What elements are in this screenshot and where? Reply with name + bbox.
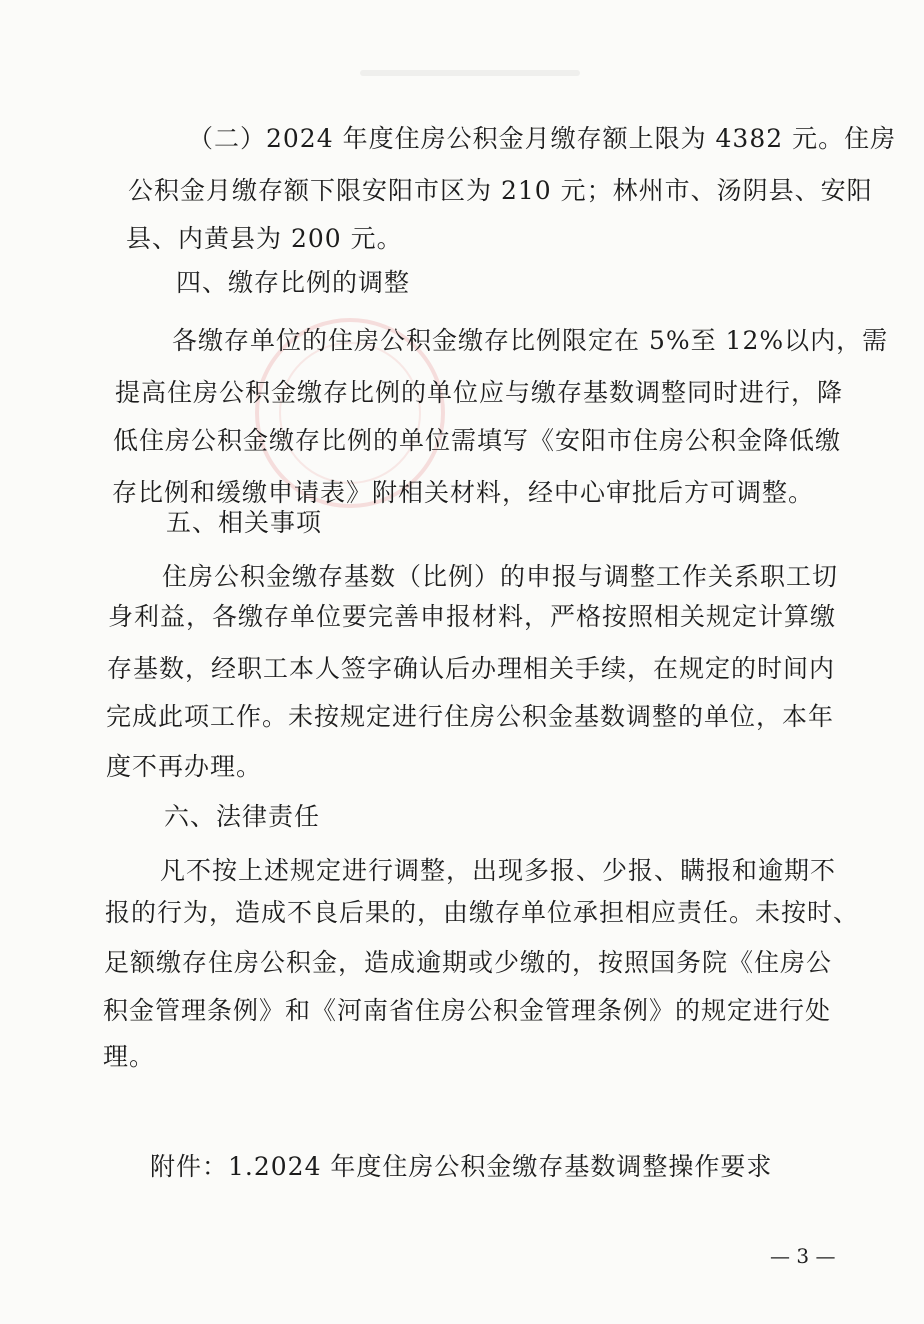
paragraph-line: 足额缴存住房公积金，造成逾期或少缴的，按照国务院《住房公 bbox=[104, 948, 833, 977]
attachment-line: 附件：1.2024 年度住房公积金缴存基数调整操作要求 bbox=[150, 1152, 773, 1181]
paragraph-line: 公积金月缴存额下限安阳市区为 210 元；林州市、汤阴县、安阳 bbox=[128, 176, 873, 205]
section-heading: 四、缴存比例的调整 bbox=[176, 268, 411, 297]
paragraph-line: 各缴存单位的住房公积金缴存比例限定在 5%至 12%以内，需 bbox=[172, 326, 889, 355]
section-heading: 五、相关事项 bbox=[166, 508, 323, 537]
paragraph-line: 度不再办理。 bbox=[106, 752, 263, 781]
paragraph-line: 低住房公积金缴存比例的单位需填写《安阳市住房公积金降低缴 bbox=[113, 426, 842, 455]
paragraph-line: 积金管理条例》和《河南省住房公积金管理条例》的规定进行处 bbox=[103, 996, 832, 1025]
paragraph-line: 县、内黄县为 200 元。 bbox=[126, 224, 403, 253]
paragraph-line: 住房公积金缴存基数（比例）的申报与调整工作关系职工切 bbox=[162, 562, 839, 591]
paragraph-line: 存基数，经职工本人签字确认后办理相关手续，在规定的时间内 bbox=[107, 654, 836, 683]
page-number: — 3 — bbox=[770, 1244, 836, 1268]
paragraph-line: 报的行为，造成不良后果的，由缴存单位承担相应责任。未按时、 bbox=[105, 898, 860, 927]
official-seal-inner-ring bbox=[279, 342, 421, 484]
paragraph-line: （二）2024 年度住房公积金月缴存额上限为 4382 元。住房 bbox=[188, 124, 897, 153]
paragraph-line: 存比例和缓缴申请表》附相关材料，经中心审批后方可调整。 bbox=[112, 478, 815, 507]
paragraph-line: 完成此项工作。未按规定进行住房公积金基数调整的单位，本年 bbox=[106, 702, 835, 731]
paragraph-line: 凡不按上述规定进行调整，出现多报、少报、瞒报和逾期不 bbox=[160, 856, 837, 885]
paragraph-line: 提高住房公积金缴存比例的单位应与缴存基数调整同时进行，降 bbox=[115, 378, 844, 407]
paragraph-line: 身利益，各缴存单位要完善申报材料，严格按照相关规定计算缴 bbox=[108, 602, 837, 631]
section-heading: 六、法律责任 bbox=[164, 802, 321, 831]
paragraph-line: 理。 bbox=[103, 1042, 156, 1071]
scan-smudge bbox=[360, 70, 580, 76]
